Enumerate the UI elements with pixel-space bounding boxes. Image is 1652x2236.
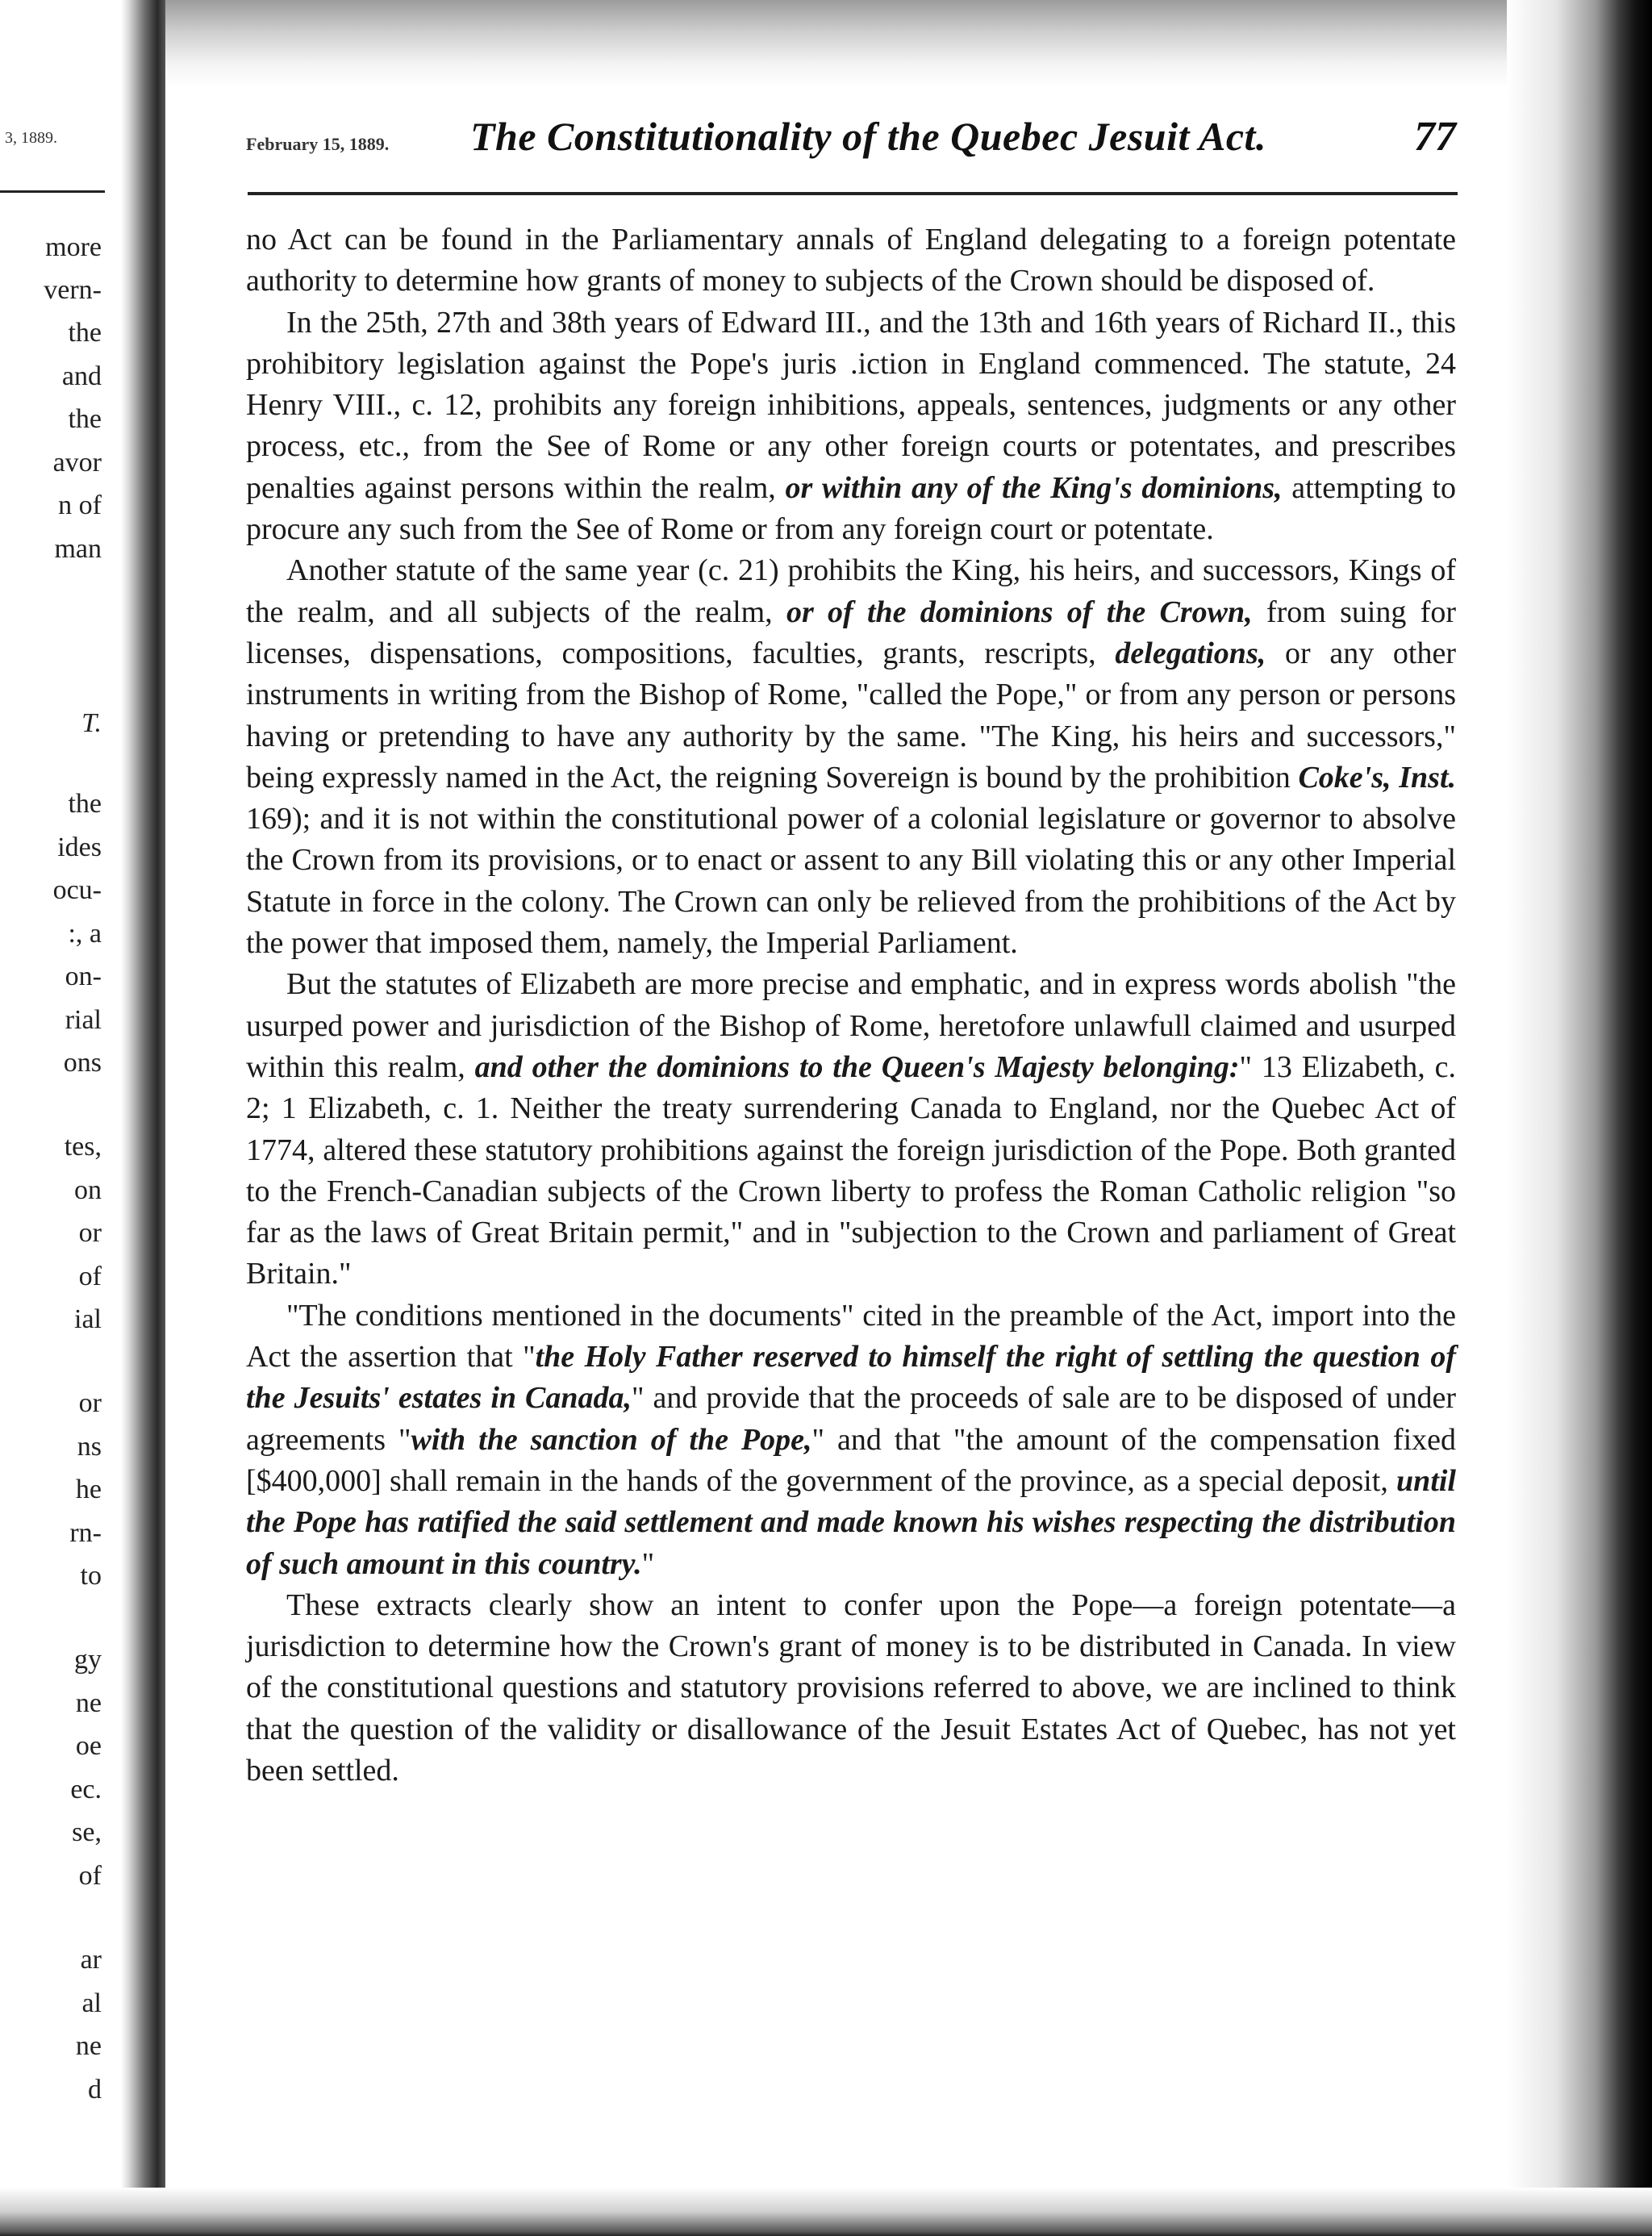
issue-date: February 15, 1889. [246,134,390,154]
facing-page-fragment-line: rn- [69,1518,102,1548]
header-rule [248,192,1458,195]
facing-page-fragment-line: se, [72,1817,102,1847]
facing-page-fragment-line: avor [52,448,102,478]
facing-page-fragment-line: the [68,789,102,819]
page-number: 77 [1414,114,1456,160]
paragraph-5-text-c: " and provide that the proceeds of sale are to be disposed of under agreements " [246,1381,1456,1457]
paragraph-3-text-g: 169); and it is not within the constitutional power of a colonial legislature or governor to absolve the Crown from its provisions, or to enact or assent to any Bill violating this or any other Imperial Statute in force in the colony. The Crown can only be relieved from the prohibitions of the Act by the power that imposed them, namely, the Imperial Parliament. [246,802,1456,961]
facing-page-header: 3, 1889. [5,129,57,147]
facing-page-fragment-line: al [81,1988,102,2018]
facing-page-fragment-line: more [45,232,102,262]
facing-page-fragment-line: gy [74,1645,102,1675]
facing-page-fragment-line: man [54,534,102,564]
facing-page-fragment-line: vern- [44,275,102,305]
paragraph-1: no Act can be found in the Parliamentary annals of England delegating to a foreign potentate authority to determine how grants of money to subjects of the Crown should be disposed of. [246,223,1456,298]
paragraph-5-text-g: " [641,1546,655,1581]
facing-page-fragment-line: T. [81,708,102,738]
facing-page-fragment-line: ocu- [52,875,102,905]
paragraph-5-emphasis-holy-father: the Holy Father reserved to himself the right of settling the question of the Jesuits' estates in Canada, [246,1340,1456,1416]
paragraph-3-text-e: or any other instruments in writing from the Bishop of Rome, "called the Pope," or from any person or persons having or pretending to have any authority by the same. "The King, his heirs and successors," being expressly named in the Act, the reigning Sovereign is bound by the prohibition [246,636,1457,795]
facing-page-fragment-line: of [78,1861,102,1891]
paragraph-3-text-c: from suing for licenses, dispensations, compositions, faculties, grants, rescripts, [246,594,1457,670]
paragraph-4-emphasis: and other the dominions to the Queen's Majesty belonging: [474,1049,1240,1084]
facing-page-fragment-line: of [78,1262,102,1291]
facing-page-fragment-line: he [75,1475,102,1504]
facing-page-fragment-line: or [78,1218,102,1248]
facing-page-fragment-line: to [80,1561,102,1591]
facing-page-fragment-line: ec. [70,1775,102,1804]
paragraph-2-emphasis: or within any of the King's dominions, [785,470,1283,505]
paragraph-2 [246,302,1456,551]
paragraph-4 [246,964,1456,1295]
paragraph-4-text-c: " 13 Elizabeth, c. 2; 1 Elizabeth, c. 1. Neither the treaty surrendering Canada to England, nor the Quebec Act of 1774, altered these statutory prohibitions against the foreign jurisdiction of the Pope. Both granted to the French-Canadian subjects of the Crown liberty to profess the Roman Catholic religion "so far as the laws of Great Britain permit," and in "subjection to the Crown and parliament of Great Britain." [246,1049,1456,1291]
facing-page-fragment-line: rial [65,1005,102,1035]
document-page [230,0,1464,2236]
facing-page-fragment-line: or [78,1388,102,1418]
facing-page-fragment-line: tes, [64,1132,102,1162]
paragraph-5-emphasis-sanction: with the sanction of the Pope, [411,1422,812,1457]
facing-page-fragment-line: ides [57,832,102,862]
running-head [246,106,1464,163]
article-title: The Constitutionality of the Quebec Jesuit Act. [470,114,1266,159]
paragraph-5 [246,1295,1456,1585]
paragraph-5-text-a: "The conditions mentioned in the documents" cited in the preamble of the Act, import into the Act the assertion that " [246,1298,1456,1375]
paragraph-4-text-a: But the statutes of Elizabeth are more precise and emphatic, and in express words abolish "the usurped power and jurisdiction of the Bishop of Rome, heretofore unlawfull claimed and usurped within this realm, [246,967,1456,1084]
facing-page-fragment-line: ial [74,1304,102,1334]
facing-page-fragment-line: and [61,361,102,391]
paragraph-3-citation: Coke's, Inst. [1298,760,1457,795]
facing-page-fragment-line: on- [65,962,102,991]
facing-page-fragment-line: oe [75,1731,102,1761]
facing-page-fragment-line: ar [80,1945,102,1975]
facing-page-fragment-line: the [68,318,102,348]
paragraph-3-emphasis-delegations: delegations, [1115,636,1266,670]
facing-page-fragment-line: ne [75,1688,102,1718]
facing-page-fragment-line: d [88,2075,102,2105]
facing-page-fragment-line: the [68,404,102,434]
facing-page-fragment-line: ons [63,1048,102,1078]
paragraph-2-text-a: In the 25th, 27th and 38th years of Edward III., and the 13th and 16th years of Richard II., this prohibitory legislation against the Pope's juris .iction in England commenced. The statute, 24 Henry VIII., c. 12, prohibits any foreign inhibitions, appeals, sentences, judgments or any other process, etc., from the See of Rome or any other foreign courts or potentates, and prescribes penalties against persons within the realm, [246,305,1456,505]
paragraph-2-text-c: attempting to procure any such from the See of Rome or from any foreign court or potentate. [246,470,1457,547]
facing-page-fragment-line: ne [75,2031,102,2061]
facing-page-fragment [0,0,105,2236]
article-body [246,219,1456,1792]
facing-page-rule [0,190,105,193]
paragraph-3 [246,550,1456,964]
paragraph-3-emphasis-dominions: or of the dominions of the Crown, [786,594,1253,629]
facing-page-fragment-line: :, a [68,919,102,949]
facing-page-fragment-line: n of [58,490,102,520]
paragraph-5-text-e: " and that "the amount of the compensation fixed [$400,000] shall remain in the hands of the government of the province, as a special deposit, [246,1422,1456,1498]
paragraph-6: These extracts clearly show an intent to confer upon the Pope—a foreign potentate—a jurisdiction to determine how the Crown's grant of money is to be distributed in Canada. In view of the constitutional questions and statutory provisions referred to above, we are inclined to think that the question of the validity or disallowance of the Jesuit Estates Act of Quebec, has not yet been settled. [246,1587,1456,1788]
facing-page-fragment-line: ns [77,1432,102,1462]
paragraph-5-emphasis-ratified: until the Pope has ratified the said settlement and made known his wishes respecting the distribution of such amount in this country. [246,1463,1456,1581]
scan-right-edge [1507,0,1652,2236]
paragraph-3-text-a: Another statute of the same year (c. 21) prohibits the King, his heirs, and successors, Kings of the realm, and all subjects of the realm, [246,553,1456,629]
facing-page-fragment-line: on [74,1175,102,1205]
